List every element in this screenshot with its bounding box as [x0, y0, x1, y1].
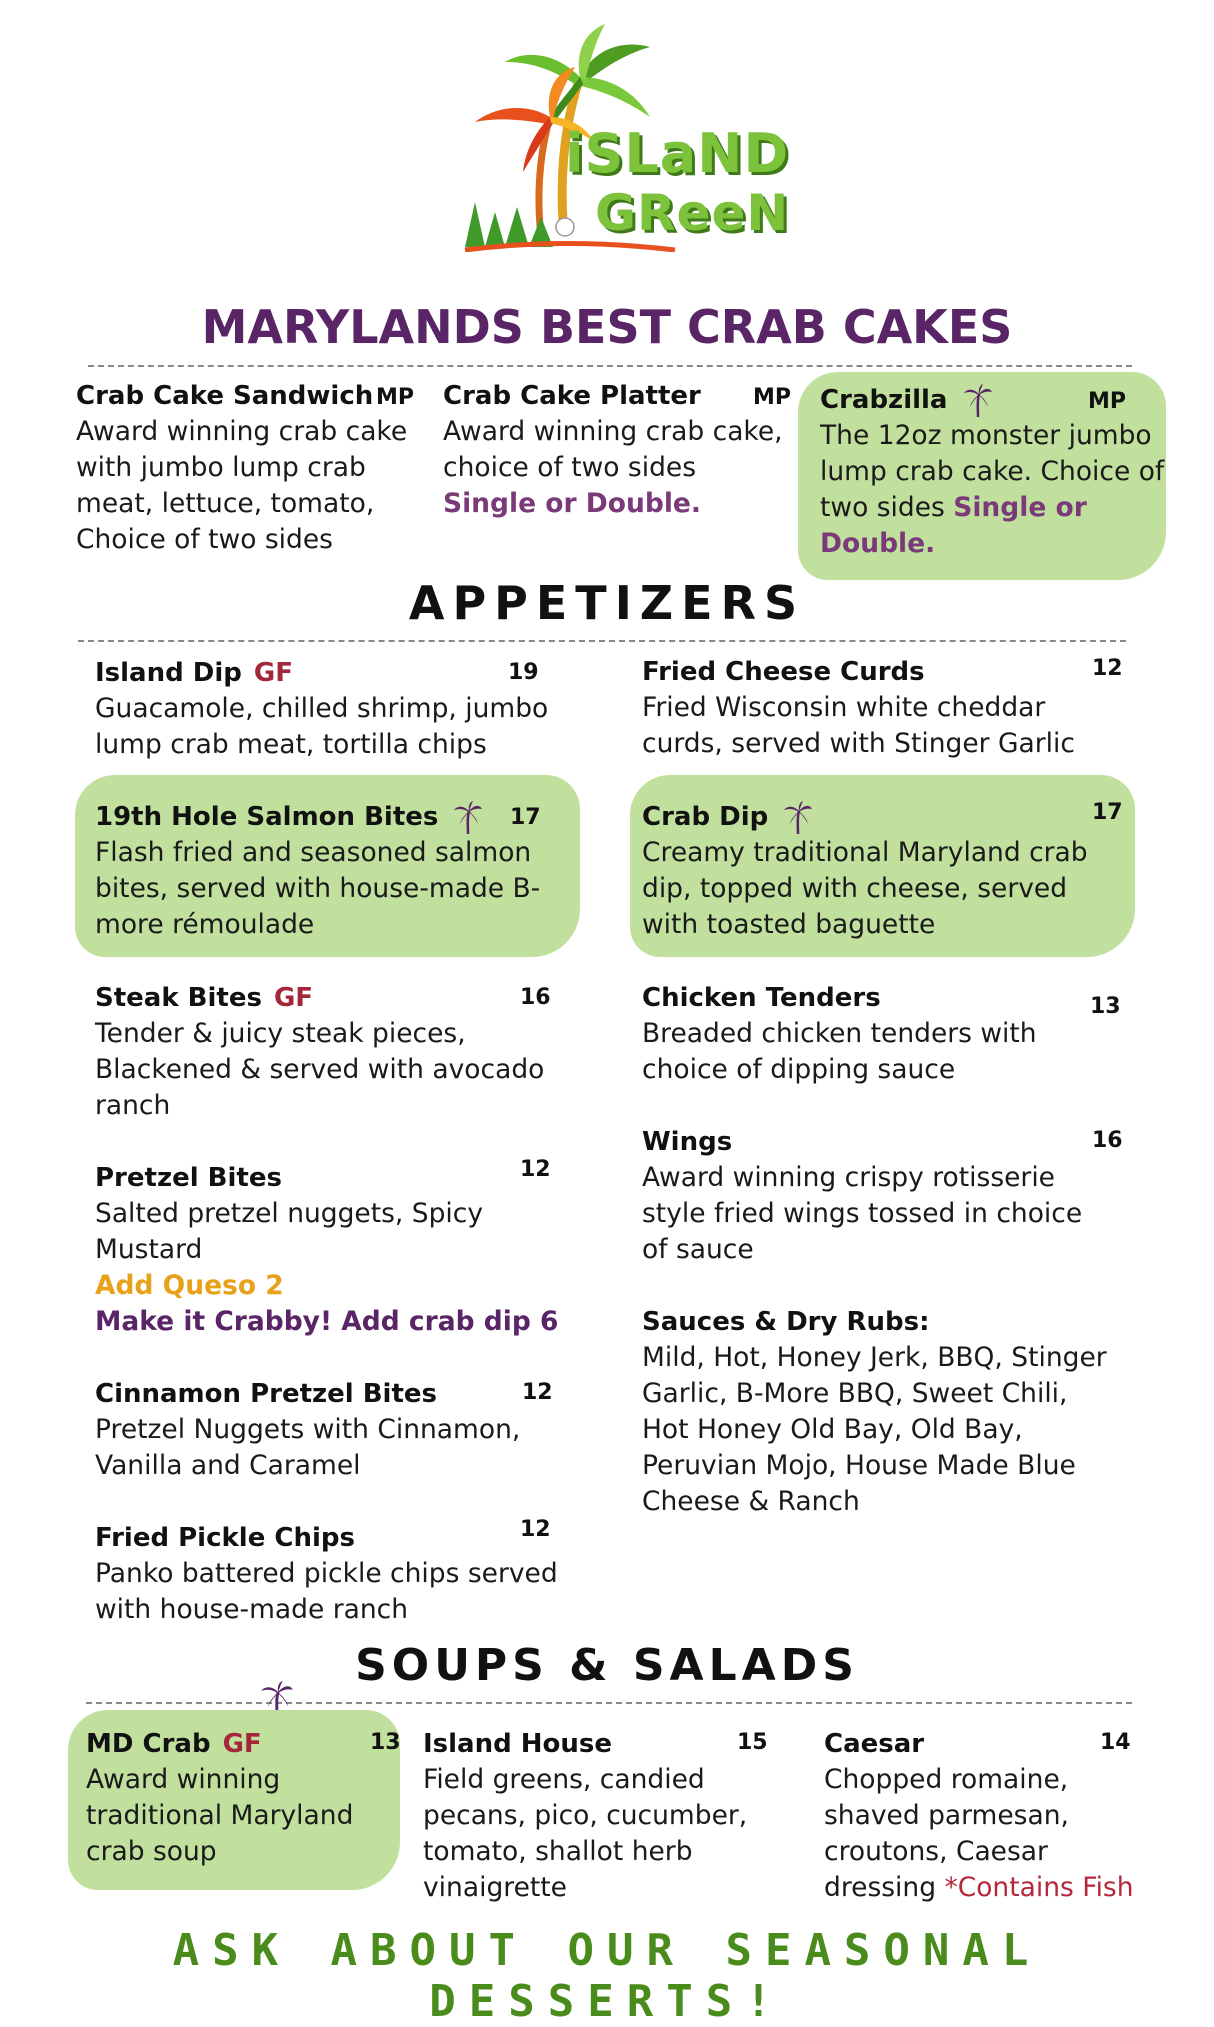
item-desc: Breaded chicken tenders with choice of dipping sauce [642, 1018, 1037, 1085]
soups-salads-title: SOUPS & SALADS [355, 1640, 859, 1691]
item-name: Crab Cake Platter [443, 381, 701, 411]
palm-tree-icon [783, 801, 813, 835]
menu-item-island-house [423, 1726, 753, 1906]
menu-item-steak-bites [95, 980, 565, 1124]
item-name: Pretzel Bites [95, 1163, 282, 1193]
item-desc: Award winning traditional Maryland crab soup [86, 1764, 354, 1867]
item-price: 19 [508, 660, 539, 685]
menu-item-cinnamon-pretzel-bites [95, 1376, 565, 1484]
item-name: 19th Hole Salmon Bites [95, 802, 439, 832]
item-desc: Mild, Hot, Honey Jerk, BBQ, Stinger Garlic, B-More BBQ, Sweet Chili, Hot Honey Old Bay, Old Bay, Peruvian Mojo, House Made Blue Cheese & Ranch [642, 1342, 1107, 1517]
item-name: Steak Bites [95, 983, 262, 1013]
menu-item-sauces [642, 1304, 1112, 1520]
menu-item-md-crab [86, 1726, 386, 1870]
island-green-logo [445, 22, 795, 252]
logo-line-2: GReeN [595, 184, 790, 242]
item-price: 13 [370, 1730, 401, 1755]
item-desc: Guacamole, chilled shrimp, jumbo lump crab meat, tortilla chips [95, 693, 549, 760]
item-desc: Flash fried and seasoned salmon bites, served with house-made B-more rémoulade [95, 837, 541, 940]
menu-item-caesar [824, 1726, 1144, 1906]
menu-item-salmon-bites [95, 799, 565, 943]
item-desc: Pretzel Nuggets with Cinnamon, Vanilla and Caramel [95, 1414, 521, 1481]
item-price: 16 [1092, 1128, 1123, 1153]
item-desc: Field greens, candied pecans, pico, cucumber, tomato, shallot herb vinaigrette [423, 1764, 748, 1903]
item-price: 17 [510, 805, 541, 830]
item-price: 12 [520, 1157, 551, 1182]
menu-item-fried-cheese-curds [642, 654, 1112, 762]
menu-item-crab-cake-sandwich [76, 378, 416, 558]
item-name: Crabzilla [820, 385, 948, 415]
divider [78, 640, 1126, 642]
item-name: Chicken Tenders [642, 983, 881, 1013]
divider [86, 1702, 1132, 1704]
item-name: Cinnamon Pretzel Bites [95, 1379, 438, 1409]
logo-line-1: iSLaND [565, 122, 790, 185]
item-price: 16 [520, 985, 551, 1010]
item-price: 12 [522, 1380, 553, 1405]
allergen-note: *Contains Fish [944, 1872, 1134, 1903]
item-name: Island House [423, 1729, 613, 1759]
item-price: 15 [737, 1730, 768, 1755]
menu-item-crab-cake-platter [443, 378, 791, 522]
item-name: Fried Cheese Curds [642, 657, 925, 687]
appetizers-title: APPETIZERS [408, 576, 806, 630]
item-name: Wings [642, 1127, 733, 1157]
palm-tree-icon [963, 384, 993, 418]
item-name: Sauces & Dry Rubs: [642, 1307, 930, 1337]
menu-item-chicken-tenders [642, 980, 1092, 1088]
gf-badge: GF [273, 983, 314, 1013]
menu-item-pretzel-bites [95, 1160, 565, 1340]
item-desc: Tender & juicy steak pieces, Blackened & served with avocado ranch [95, 1018, 545, 1121]
addon-queso: Add Queso 2 [95, 1270, 284, 1301]
item-desc: Award winning crab cake with jumbo lump crab meat, lettuce, tomato, Choice of two sides [76, 416, 408, 555]
size-option: Single or Double. [443, 488, 701, 519]
palm-tree-icon [453, 801, 483, 835]
item-desc: Panko battered pickle chips served with house-made ranch [95, 1558, 558, 1625]
item-desc: Salted pretzel nuggets, Spicy Mustard [95, 1198, 484, 1265]
item-price: 12 [520, 1517, 551, 1542]
seasonal-desserts-banner: ASK ABOUT OUR SEASONAL DESSERTS! [172, 1925, 1042, 2027]
menu-item-fried-pickle-chips [95, 1520, 565, 1628]
item-price: MP [753, 385, 792, 410]
item-price: MP [1088, 389, 1127, 414]
item-name: MD Crab [86, 1729, 211, 1759]
gf-badge: GF [222, 1729, 262, 1759]
item-desc: Chopped romaine, shaved parmesan, croutons, Caesar dressing [824, 1764, 1069, 1903]
menu-item-island-dip [95, 655, 565, 763]
item-price: 12 [1092, 656, 1123, 681]
item-price: 13 [1090, 994, 1121, 1019]
item-desc: Creamy traditional Maryland crab dip, topped with cheese, served with toasted baguette [642, 837, 1088, 940]
item-price: 17 [1092, 800, 1123, 825]
item-desc: Fried Wisconsin white cheddar curds, served with Stinger Garlic [642, 692, 1075, 759]
menu-item-wings [642, 1124, 1112, 1268]
addon-crab-dip: Make it Crabby! Add crab dip 6 [95, 1306, 559, 1337]
item-desc: Award winning crab cake, choice of two sides [443, 416, 783, 483]
item-name: Crab Dip [642, 802, 769, 832]
size-option: Single or Double. [820, 492, 1087, 559]
item-price: 14 [1100, 1730, 1131, 1755]
divider [88, 365, 1132, 367]
gf-badge: GF [253, 658, 293, 688]
item-desc: The 12oz monster jumbo lump crab cake. Choice of two sides [820, 420, 1165, 523]
item-desc: Award winning crispy rotisserie style fried wings tossed in choice of sauce [642, 1162, 1083, 1265]
item-name: Island Dip [95, 658, 242, 688]
item-name: Crab Cake Sandwich [76, 381, 374, 411]
item-name: Fried Pickle Chips [95, 1523, 355, 1553]
item-price: MP [376, 385, 415, 410]
item-name: Caesar [824, 1729, 925, 1759]
crab-cakes-title: MARYLANDS BEST CRAB CAKES [201, 300, 1013, 354]
menu-item-crab-dip [642, 799, 1112, 943]
